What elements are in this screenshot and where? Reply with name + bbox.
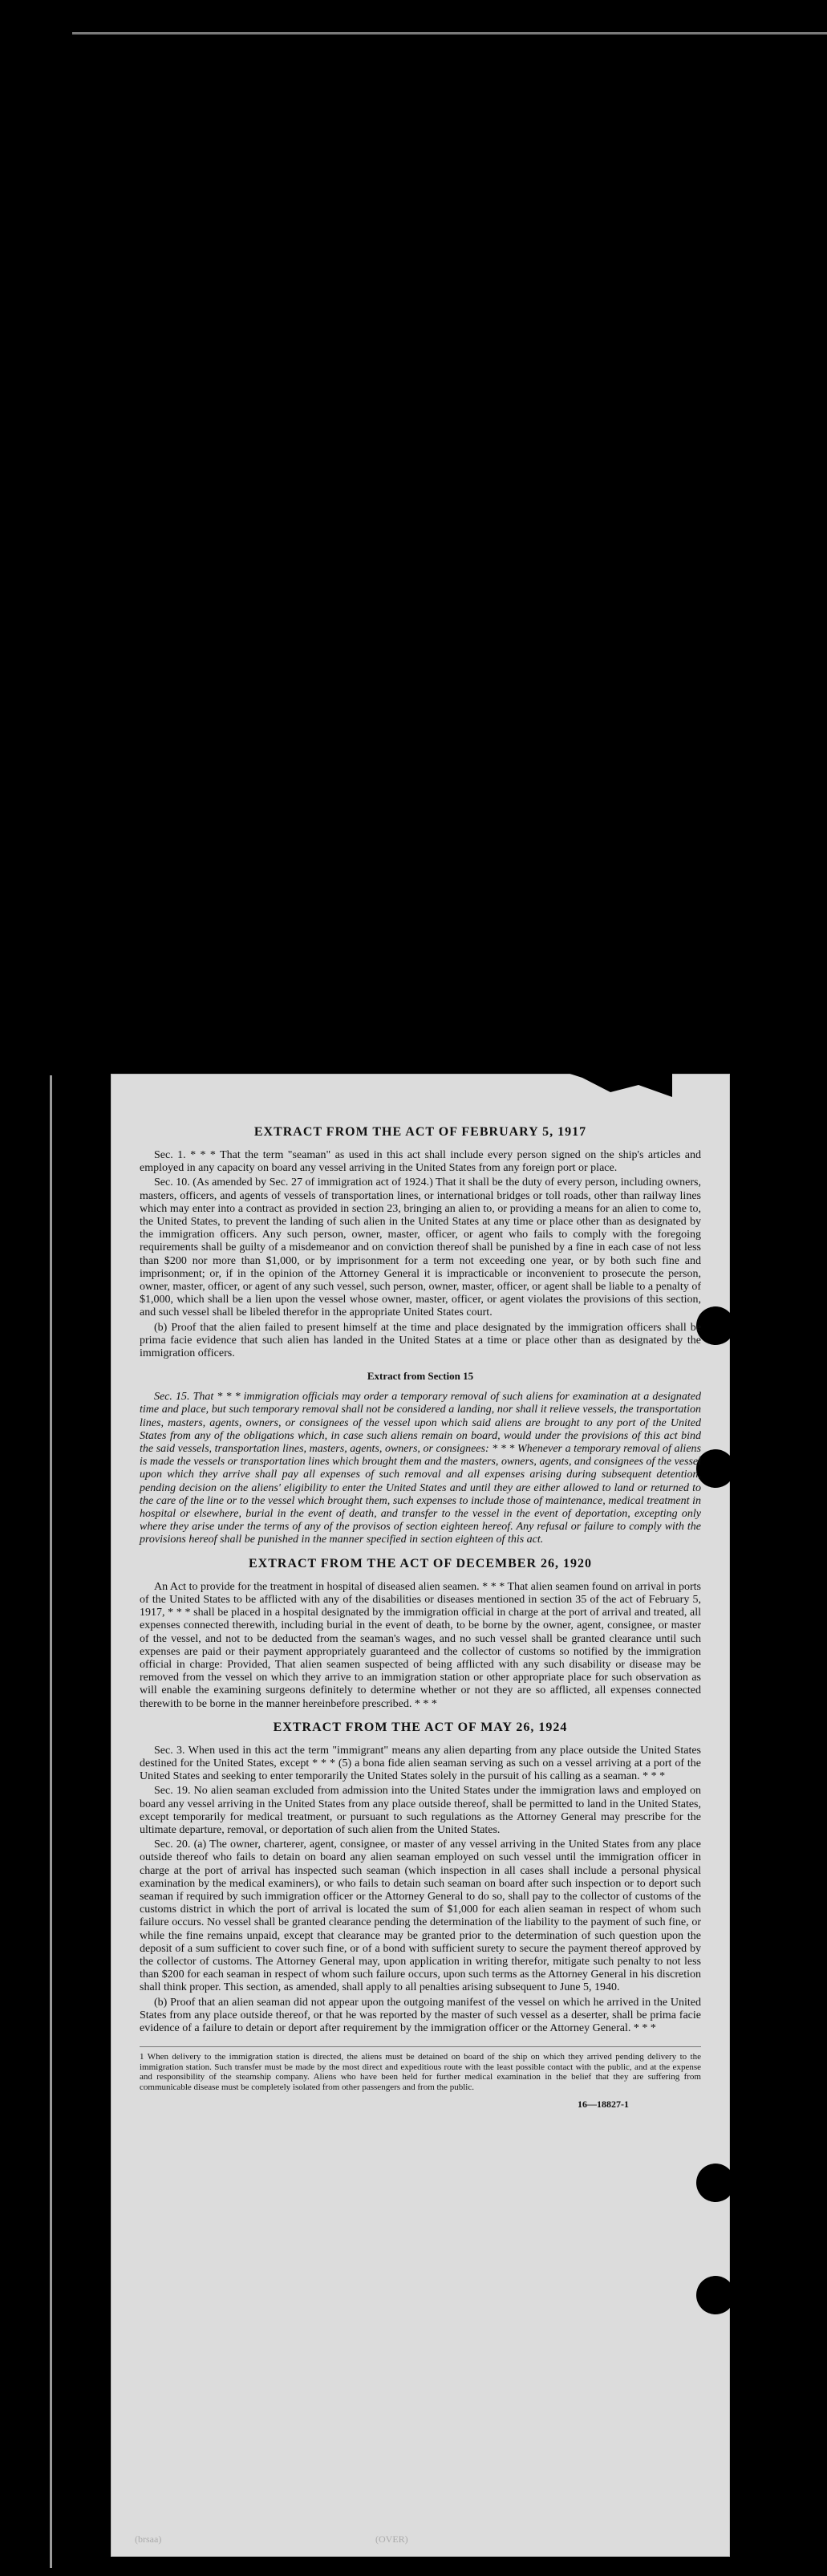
torn-corner <box>560 1074 672 1119</box>
paragraph-sec-20-b: (b) Proof that an alien seaman did not appear upon the outgoing manifest of the vessel on which he arrived in the United States from any place outside thereof, or that he was reported by the master of such vessel as a deserter, shall be prima facie evidence of a failure to detain or deport after requirement by the immigration officer or the Attorney General. * * * <box>140 1996 701 2034</box>
paragraph-sec-10: Sec. 10. (As amended by Sec. 27 of immigration act of 1924.) That it shall be the duty of every person, including owners, masters, officers, and agents of vessels of transportation lines, or international bridges or toll roads, other than railway lines which may enter into a contract as provided in section 23, bringing an alien to, or providing a means for an alien to come to, the United States, to prevent the landing of such alien in the United States at any time or place other than as designated by the immigration officers. Any such person, owner, master, officer, or agent who fails to comply with the foregoing requirements shall be guilty of a misdemeanor and on conviction thereof shall be punished by a fine in each case of not less than $200 nor more than $1,000, or by imprisonment for a term not exceeding one year, or by both such fine and imprisonment; or, if in the opinion of the Attorney General it is impracticable or inconvenient to prosecute the person, owner, master, officer, or agent of any such vessel, such person, owner, master, officer, or agent shall be liable to a penalty of $1,000, which shall be a lien upon the vessel whose owner, master, officer, or agent violates the provisions of this section, and such vessel shall be libeled therefor in the appropriate United States court. <box>140 1176 701 1319</box>
faint-mark-right: (OVER) <box>375 2533 408 2545</box>
paragraph-sec-20-a: Sec. 20. (a) The owner, charterer, agent, consignee, or master of any vessel arriving in the United States from any place outside thereof who fails to detain on board any alien seaman employed on such vessel until the immigration officer in charge at the port of arrival has inspected such seaman (which inspection in all cases shall include a personal physical examination by the medical examiners), or who fails to detain such seaman on board after such inspection or to deport such seaman if required by such immigration officer or the Attorney General to do so, shall pay to the collector of customs of the customs district in which the port of arrival is located the sum of $1,000 for each alien seaman in respect of whom such failure occurs. No vessel shall be granted clearance pending the determination of the liability to the payment of such fine, or while the fine remains unpaid, except that clearance may be granted prior to the determination of such question upon the deposit of a sum sufficient to cover such fine, or of a bond with sufficient surety to secure the payment thereof approved by the collector of customs. The Attorney General may, upon application in writing therefor, mitigate such penalty to not less than $200 for each seaman in respect of whom such failure occurs, upon such terms as the Attorney General in his discretion shall think proper. This section, as amended, shall apply to all penalties arising subsequent to June 5, 1940. <box>140 1839 701 1994</box>
paragraph-sec-19: Sec. 19. No alien seaman excluded from admission into the United States under the immigration laws and employed on board any vessel arriving in the United States from any place outside thereof, shall be permitted to land in the United States, except temporarily for medical treatment, or pursuant to such regulations as the Attorney General may prescribe for the ultimate departure, removal, or deportation of such alien from the United States. <box>140 1785 701 1836</box>
scanned-document <box>111 1074 730 2557</box>
top-scan-edge <box>72 32 827 35</box>
punch-hole-4 <box>696 2276 730 2314</box>
punch-hole-1 <box>696 1306 730 1345</box>
paragraph-sec-3: Sec. 3. When used in this act the term "immigrant" means any alien departing from any place outside the United States destined for the United States, except * * * (5) a bona fide alien seaman serving as such on a vessel arriving at a port of the United States and seeking to enter temporarily the United States solely in the pursuit of his calling as a seaman. * * * <box>140 1744 701 1783</box>
faint-mark-left: (brsaa) <box>135 2533 162 2545</box>
form-code: 16—18827-1 <box>578 2099 629 2111</box>
heading-act-1920: EXTRACT FROM THE ACT OF DECEMBER 26, 1920 <box>248 1556 592 1570</box>
heading-section-15: Extract from Section 15 <box>367 1370 474 1383</box>
paragraph-act-1920: An Act to provide for the treatment in hospital of diseased alien seamen. * * * That alien seamen found on arrival in ports of the United States to be afflicted with any of the disabilities or diseases mentioned in section 35 of the act of February 5, 1917, * * * shall be placed in a hospital designated by the immigration official in charge at the port of arrival and treated, all expenses connected therewith, including burial in the event of death, to be borne by the owner, agent, consignee, or master of the vessel, and not to be deducted from the seaman's wages, and no such vessel shall be granted clearance until such expenses are paid or their payment appropriately guaranteed and the collector of customs so notified by the immigration official in charge: Provided, That alien seamen suspected of being afflicted with any such disability or disease may be removed from the vessel on which they arrive to an immigration station or other appropriate place for such observation as will enable the examining surgeons definitely to determine whether or not they are so afflicted, all expenses connected therewith to be borne in the manner hereinbefore prescribed. * * * <box>140 1580 701 1710</box>
paragraph-sec-10-b: (b) Proof that the alien failed to present himself at the time and place designated by the immigration officers shall be prima facie evidence that such alien has landed in the United States at a time or place other than as designated by the immigration officers. <box>140 1321 701 1360</box>
left-scan-edge <box>50 1075 52 2568</box>
heading-act-1917: EXTRACT FROM THE ACT OF FEBRUARY 5, 1917 <box>253 1125 587 1139</box>
footnote: 1 When delivery to the immigration station is directed, the aliens must be detained on board of the ship on which they arrived pending delivery to the immigration station. Such transfer must be made by the most direct and expeditious route with the least possible contact with the public, and at the expense and responsibility of the steamship company. Aliens who have been held for further medical examination in the belief that they are suffering from communicable disease must be completely isolated from other passengers and from the public. <box>140 2046 701 2092</box>
heading-act-1924: EXTRACT FROM THE ACT OF MAY 26, 1924 <box>273 1720 568 1734</box>
paragraph-sec-15: Sec. 15. That * * * immigration officials may order a temporary removal of such aliens for examination at a designated time and place, but such temporary removal shall not be considered a landing, nor shall it relieve vessels, the transportation lines, masters, agents, owners, or consignees of the vessel upon which said aliens are brought to any port of the United States from any of the obligations which, in case such aliens remain on board, would under the provisions of this act bind the said vessels, transportation lines, masters, agents, owners, or consignees: * * * Whenever a temporary removal of aliens is made the vessels or transportation lines which brought them and the masters, owners, agents, and consignees of the vessel upon which they arrive shall pay all expenses of such removal and all expenses arising during subsequent detention, pending decision on the aliens' eligibility to enter the United States and until they are either allowed to land or returned to the care of the line or to the vessel which brought them, such expenses to include those of maintenance, medical treatment in hospital or elsewhere, burial in the event of death, and transfer to the vessel in the event of deportation, excepting only where they arise under the terms of any of the provisos of section eighteen hereof. Any refusal or failure to comply with the provisions hereof shall be punished in the manner specified in section eighteen of this act. <box>140 1391 701 1546</box>
document-text <box>140 1125 701 2111</box>
punch-hole-2 <box>696 1449 730 1488</box>
punch-hole-3 <box>696 2164 730 2202</box>
paragraph-sec-1: Sec. 1. * * * That the term "seaman" as used in this act shall include every person signed on the ship's articles and employed in any capacity on board any vessel arriving in the United States from any foreign port or place. <box>140 1149 701 1175</box>
